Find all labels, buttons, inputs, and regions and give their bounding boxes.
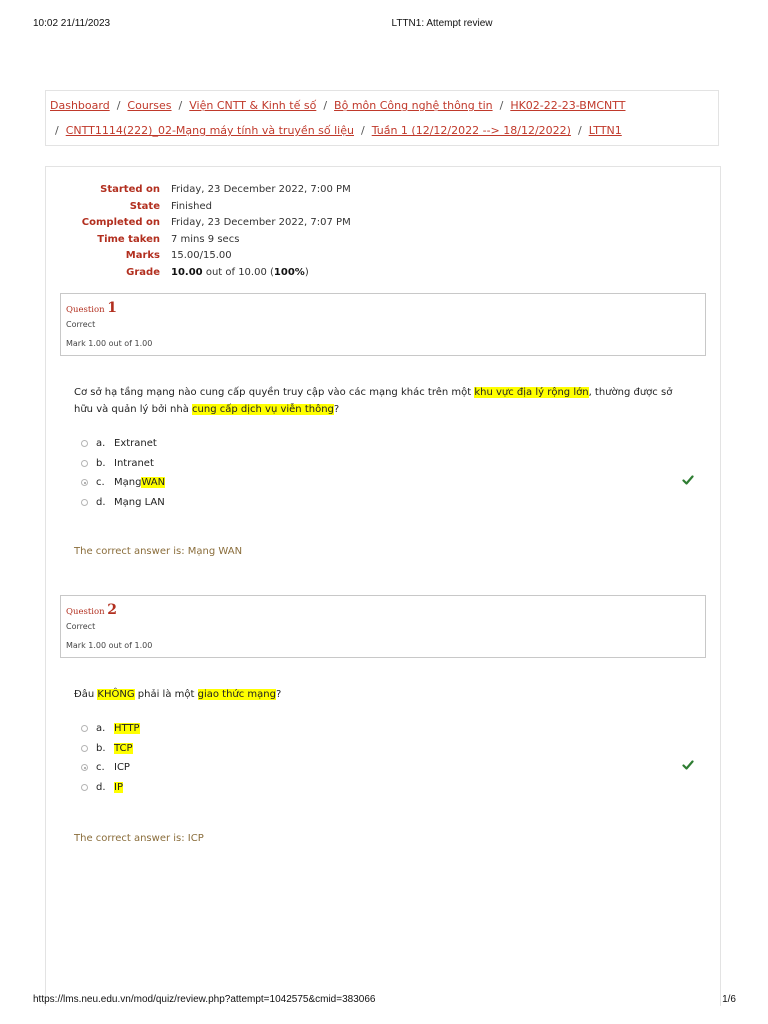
print-page-number: 1/6 (722, 994, 736, 1005)
answer-option-b[interactable] (81, 454, 165, 474)
question-text (74, 686, 694, 703)
answer-text: Intranet (114, 457, 154, 469)
right-answer: The correct answer is: Mạng WAN (74, 546, 243, 557)
highlighted-text: IP (114, 781, 123, 793)
answer-letter: d. (96, 496, 106, 508)
answer-text: Mạng LAN (114, 496, 165, 508)
check-icon (682, 759, 694, 771)
answer-letter: a. (96, 438, 106, 450)
summary-row (60, 199, 351, 216)
question-text-part: , thường được sở hữu và quản lý bởi nhà (74, 387, 673, 415)
print-url: https://lms.neu.edu.vn/mod/quiz/review.php?attempt=1042575&cmid=383066 (33, 994, 376, 1005)
answer-letter: b. (96, 742, 106, 754)
summary-value: Friday, 23 December 2022, 7:00 PM (171, 184, 351, 195)
answer-option-c[interactable] (81, 473, 165, 493)
radio-button[interactable] (81, 460, 88, 467)
question-number (66, 300, 117, 316)
summary-value: 15.00/15.00 (171, 250, 232, 262)
question-num: 1 (107, 300, 118, 316)
question-text-part: Cơ sở hạ tầng mạng nào cung cấp quyền truy cập vào các mạng khác trên một (74, 387, 475, 398)
attempt-summary (60, 182, 351, 282)
answer-option-d[interactable] (81, 493, 165, 513)
question-info (60, 595, 706, 658)
answer-text: Mạng (114, 477, 142, 489)
summary-value: 7 mins 9 secs (171, 233, 240, 245)
breadcrumb-separator: / (55, 124, 59, 137)
question-num: 2 (107, 602, 118, 618)
summary-label: Marks (125, 250, 160, 262)
summary-label: Grade (126, 266, 160, 278)
summary-row-grade (60, 265, 351, 282)
highlighted-text: HTTP (114, 723, 140, 735)
summary-label: State (129, 200, 160, 212)
question-number (66, 602, 117, 618)
breadcrumb-separator: / (360, 124, 365, 137)
check-icon (682, 474, 694, 486)
answer-text: ICP (114, 762, 130, 774)
highlighted-text: khu vực địa lý rộng lớn (474, 387, 589, 398)
question-grade: Mark 1.00 out of 1.00 (66, 641, 153, 650)
radio-button[interactable] (81, 784, 88, 791)
breadcrumb-separator: / (323, 99, 328, 112)
breadcrumb-separator: / (577, 124, 582, 137)
radio-button-selected[interactable] (81, 479, 88, 486)
question-text (74, 384, 694, 418)
question-text-part: ? (333, 404, 340, 415)
summary-row (60, 248, 351, 265)
grade-close: ) (304, 266, 309, 278)
summary-row (60, 182, 351, 199)
print-title: LTTN1: Attempt review (391, 18, 493, 29)
summary-label: Completed on (81, 217, 160, 229)
answer-letter: d. (96, 781, 106, 793)
answer-list (81, 719, 140, 797)
question-grade: Mark 1.00 out of 1.00 (66, 339, 153, 348)
question-label: Question (66, 305, 105, 315)
answer-option-b[interactable] (81, 739, 140, 759)
answer-letter: c. (96, 762, 105, 774)
summary-label: Started on (100, 184, 160, 195)
answer-letter: a. (96, 723, 106, 735)
radio-button[interactable] (81, 725, 88, 732)
question-state: Correct (66, 320, 96, 329)
question-text-part: ? (275, 689, 282, 700)
summary-value: Finished (171, 200, 212, 212)
quiz-review-card (45, 166, 721, 1006)
question-info (60, 293, 706, 356)
breadcrumb-institute[interactable]: Viện CNTT & Kinh tế số (189, 99, 317, 112)
breadcrumb-course[interactable]: CNTT1114(222)_02-Mạng máy tính và truyền số liệu (65, 124, 354, 137)
grade-percent: 100% (273, 266, 305, 278)
radio-button[interactable] (81, 745, 88, 752)
highlighted-text: KHÔNG (97, 689, 135, 700)
radio-button[interactable] (81, 499, 88, 506)
grade-score: 10.00 (171, 266, 203, 278)
breadcrumb-separator: / (116, 99, 121, 112)
answer-option-a[interactable] (81, 434, 165, 454)
breadcrumb-separator: / (178, 99, 183, 112)
breadcrumb-quiz[interactable]: LTTN1 (588, 124, 622, 137)
question-text-part: Đâu (74, 689, 98, 700)
breadcrumb-courses[interactable]: Courses (127, 99, 172, 112)
answer-letter: c. (96, 477, 105, 489)
summary-value: Friday, 23 December 2022, 7:07 PM (171, 217, 351, 229)
breadcrumb (45, 90, 719, 146)
highlighted-text: TCP (114, 742, 133, 754)
answer-option-a[interactable] (81, 719, 140, 739)
grade-value (171, 265, 309, 282)
summary-row (60, 215, 351, 232)
breadcrumb-week[interactable]: Tuần 1 (12/12/2022 --> 18/12/2022) (371, 124, 571, 137)
answer-list (81, 434, 165, 512)
radio-button[interactable] (81, 440, 88, 447)
breadcrumb-separator: / (499, 99, 504, 112)
highlighted-text: cung cấp dịch vụ viễn thông (192, 404, 334, 415)
question-text-part: phải là một (134, 689, 198, 700)
grade-out-of: out of 10.00 ( (202, 266, 274, 278)
breadcrumb-semester[interactable]: HK02-22-23-BMCNTT (510, 99, 626, 112)
highlighted-text: giao thức mạng (197, 689, 276, 700)
print-datetime: 10:02 21/11/2023 (33, 18, 111, 29)
answer-letter: b. (96, 457, 106, 469)
summary-label: Time taken (97, 233, 160, 245)
summary-row (60, 232, 351, 249)
answer-option-d[interactable] (81, 778, 140, 798)
radio-button-selected[interactable] (81, 764, 88, 771)
question-state: Correct (66, 622, 96, 631)
question-label: Question (66, 607, 105, 617)
answer-option-c[interactable] (81, 758, 140, 778)
highlighted-text: WAN (141, 477, 166, 489)
breadcrumb-dashboard[interactable]: Dashboard (50, 99, 110, 112)
answer-text: Extranet (114, 438, 157, 450)
breadcrumb-department[interactable]: Bộ môn Công nghệ thông tin (334, 99, 493, 112)
right-answer: The correct answer is: ICP (74, 833, 204, 844)
